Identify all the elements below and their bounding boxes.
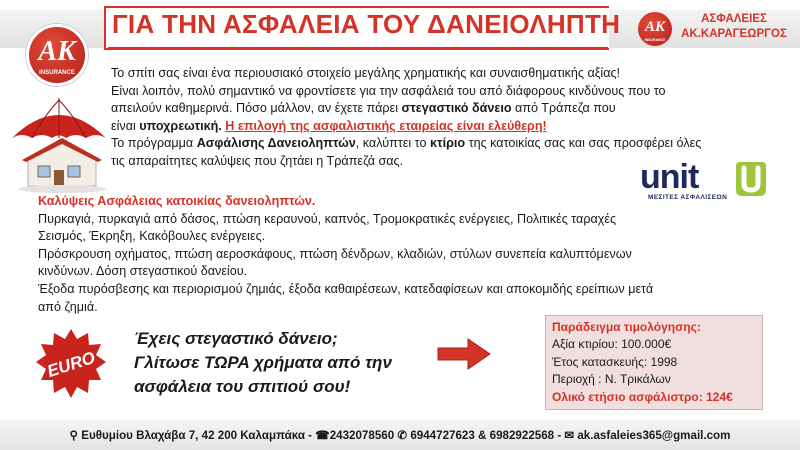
coverage-line: Πυρκαγιά, πυρκαγιά από δάσος, πτώση κεραυνού, καπνός, Τρομοκρατικές ενέργειες, Πολιτικές ταραχές: [38, 211, 617, 226]
coverage-line: κινδύνων. Δόση στεγαστικού δανείου.: [38, 264, 248, 279]
coverage-line: Έξοδα πυρόσβεσης και περιορισμού ζημιάς, έξοδα καθαιρέσεων, κατεδαφίσεων και αποκομιδής ερείπιων μετά: [38, 281, 654, 296]
intro-fragment: Το πρόγραμμα: [111, 136, 197, 151]
intro-line: Είναι λοιπόν, πολύ σημαντικό να φροντίσετε για την ασφάλειά του από διάφορους κινδύνους που το: [111, 83, 666, 98]
unit-logo-word: unit: [640, 158, 699, 196]
pricing-example-box: [545, 315, 763, 410]
coverage-line: Σεισμός, Έκρηξη, Κακόβουλες ενέργειες.: [38, 229, 266, 244]
logo-mark-small: AK: [644, 18, 665, 35]
intro-fragment: της κατοικίας σας και σας προσφέρει όλες: [465, 136, 702, 151]
mandatory-emphasis: υποχρεωτική.: [139, 118, 222, 133]
slogan: [134, 327, 392, 399]
arrow-right-icon: [436, 336, 492, 372]
pricing-title: Παράδειγμα τιμολόγησης:: [552, 320, 701, 334]
slogan-line: Έχεις στεγαστικό δάνειο;: [134, 329, 338, 348]
program-name: Ασφάλισης Δανειοληπτών: [196, 136, 356, 151]
free-choice-notice: Η επιλογή της ασφαλιστικής εταιρείας είναι ελεύθερη!: [225, 118, 547, 133]
logo-sub: INSURANCE: [39, 70, 75, 77]
intro-text: [111, 65, 711, 171]
pricing-total-premium: Ολικό ετήσιο ασφάλιστρο: 124€: [552, 389, 733, 404]
intro-fragment: απειλούν καθημερινά. Πόσο μάλλον, αν έχετε πάρει: [111, 101, 402, 116]
coverage-line: Πρόσκρουση οχήματος, πτώση αεροσκάφους, πτώση δένδρων, κλαδιών, στύλων συνεπεία καλυπτόμενων: [38, 246, 632, 261]
coverage-line: από ζημιά.: [38, 299, 98, 314]
intro-fragment: , καλύπτει το: [355, 136, 430, 151]
intro-line: τις απαραίτητες καλύψεις που ζητάει η Τράπεζά σας.: [111, 153, 404, 168]
intro-line: [111, 118, 711, 136]
agency-name-line1: ΑΣΦΑΛΕΙΕΣ: [701, 13, 767, 25]
agency-logo-large: [26, 24, 88, 86]
building-emphasis: κτίριο: [429, 136, 466, 151]
agency-name: [676, 12, 792, 42]
pricing-building-value: Αξία κτιρίου: 100.000€: [552, 337, 672, 352]
pricing-construction-year: Έτος κατασκευής: 1998: [552, 354, 678, 369]
coverage-section: [38, 193, 768, 316]
intro-fragment: είναι: [111, 118, 140, 133]
intro-line: Το σπίτι σας είναι ένα περιουσιακό στοιχείο μεγάλης χρηματικής και συναισθηματικής αξίας!: [111, 66, 621, 80]
title-underline: [108, 47, 608, 50]
mortgage-loan-emphasis: στεγαστικό δάνειο: [401, 101, 512, 116]
slogan-line: Γλίτωσε ΤΩΡΑ χρήματα από την: [134, 353, 392, 372]
house-umbrella-icon: [4, 94, 114, 194]
euro-badge-label: EURO: [44, 347, 98, 382]
agency-name-line2: ΑΚ.ΚΑΡΑΓΕΩΡΓΟΣ: [681, 28, 787, 40]
footer-contact: ⚲ Ευθυμίου Βλαχάβα 7, 42 200 Καλαμπάκα - ☎2432078560 ✆ 6944727623 & 6982922568 - ✉ ak.asfaleies365@gmail.com: [69, 429, 731, 442]
slogan-line: ασφάλεια του σπιτιού σου!: [134, 377, 351, 396]
unit-logo-subtitle: ΜΕΣΙΤΕΣ ΑΣΦΑΛΙΣΕΩΝ: [648, 194, 728, 201]
intro-line: [111, 135, 711, 153]
agency-logo-small: [638, 12, 672, 46]
page-title: ΓΙΑ ΤΗΝ ΑΣΦΑΛΕΙΑ ΤΟΥ ΔΑΝΕΙΟΛΗΠΤΗ: [112, 9, 621, 39]
euro-badge-icon: [34, 327, 108, 401]
coverage-title: Καλύψεις Ασφάλειας κατοικίας δανειοληπτών.: [38, 194, 316, 208]
intro-fragment: από Τράπεζα που: [511, 101, 616, 116]
pricing-area: Περιοχή : Ν. Τρικάλων: [552, 372, 671, 387]
logo-sub-small: INSURANCE: [644, 37, 666, 42]
intro-line: [111, 100, 711, 118]
logo-mark: AK: [38, 36, 76, 67]
